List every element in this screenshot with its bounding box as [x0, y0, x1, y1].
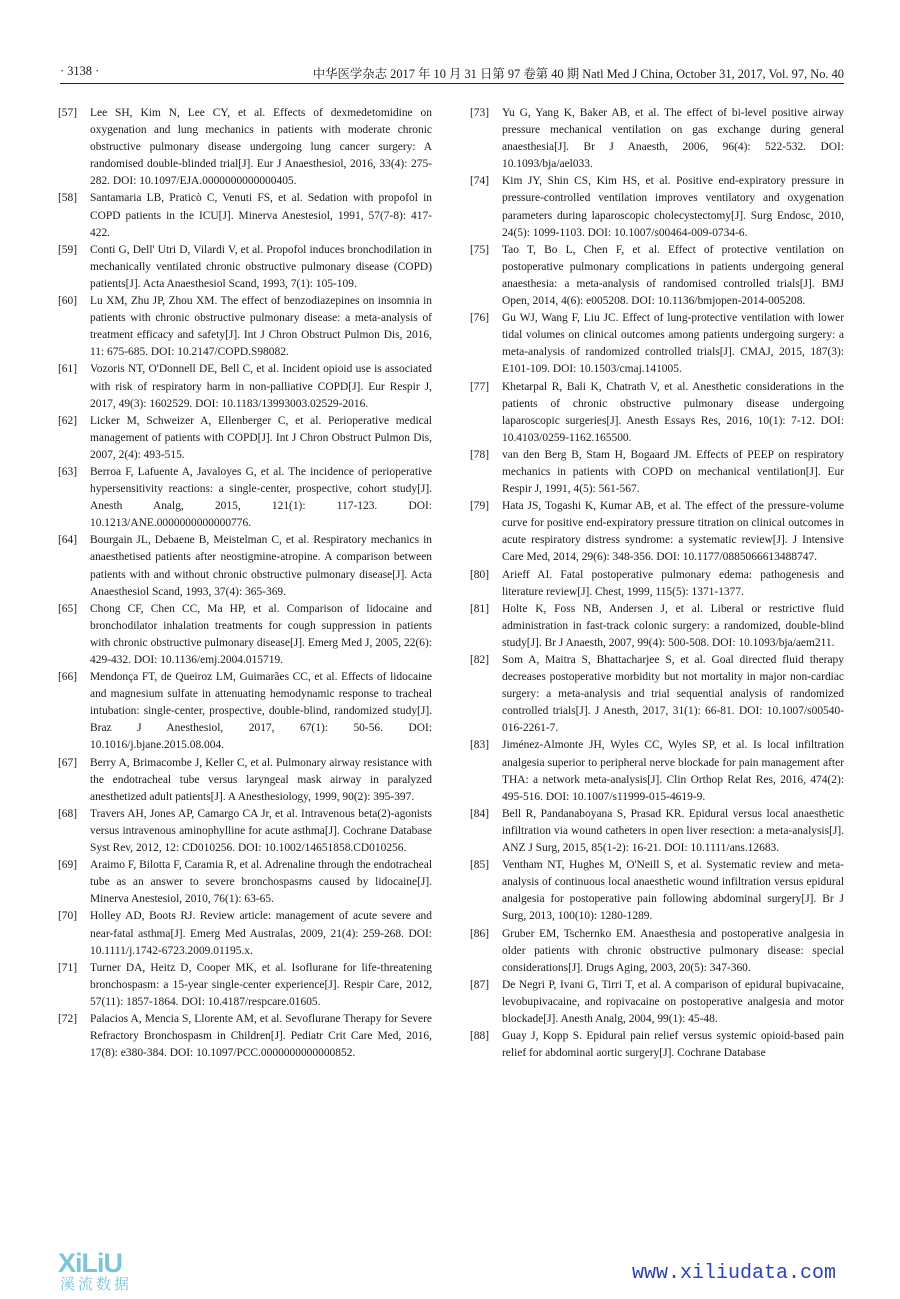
reference-number: [72]: [58, 1012, 78, 1025]
reference-number: [77]: [470, 380, 490, 393]
reference-text: Ventham NT, Hughes M, O'Neill S, et al. Systematic review and meta-analysis of continuous local anaesthetic wound infiltration versus epidural analgesia for postoperative pain following abdominal surgery[J]. Br J Surg, 2013, 100(10): 1280-1289.: [502, 859, 844, 923]
reference-text: Mendonça FT, de Queiroz LM, Guimarães CC, et al. Effects of lidocaine and magnesium sulfate in attenuating hemodynamic response to tracheal intubation: single-center, prospective, double-blind, randomized study[J]. Braz J Anesthesiol, 2017, 67(1): 50-56. DOI: 10.1016/j.bjane.2015.08.004.: [90, 671, 432, 752]
xiliu-logo: [58, 1248, 150, 1293]
reference-number: [68]: [58, 807, 78, 820]
reference-text: Berroa F, Lafuente A, Javaloyes G, et al. The incidence of perioperative hypersensitivity reactions: a single-center, prospective, cohort study[J]. Anesth Analg, 2015, 121(1): 117-123. DOI: 10.1213/ANE.0000000000000776.: [90, 465, 432, 530]
reference-text: Tao T, Bo L, Chen F, et al. Effect of protective ventilation on postoperative pulmonary complications in patients undergoing general anaesthesia: a meta-analysis of randomised controlled trials[J]. BMJ Open, 2014, 4(6): e005208. DOI: 10.1136/bmjopen-2014-005208.: [502, 243, 844, 308]
reference-text: Holley AD, Boots RJ. Review article: management of acute severe and near-fatal asthma[J]. Emerg Med Australas, 2009, 21(4): 259-268. DOI: 10.1111/j.1742-6723.2009.01195.x.: [90, 910, 432, 957]
reference-text: Som A, Maitra S, Bhattacharjee S, et al. Goal directed fluid therapy decreases postoperative morbidity but not mortality in major non-cardiac surgery: a meta-analysis and trial sequential analysis of randomized controlled trials[J]. J Anesth, 2017, 31(1): 66-81. DOI: 10.1007/s00540-016-2261-7.: [502, 654, 844, 735]
reference-entry: [470, 926, 844, 977]
reference-entry: [470, 379, 844, 447]
reference-number: [86]: [470, 927, 490, 940]
reference-text: Yu G, Yang K, Baker AB, et al. The effect of bi-level positive airway pressure mechanical ventilation on gas exchange during general anaesthesia[J]. Br J Anaesth, 2006, 96(4): 522-532. DOI: 10.1093/bja/ael033.: [502, 107, 844, 171]
journal-citation-line: 中华医学杂志 2017 年 10 月 31 日第 97 卷第 40 期 Natl Med J China, October 31, 2017, Vol. 97, No. 40: [312, 67, 844, 81]
reference-entry: [470, 601, 844, 652]
reference-number: [61]: [58, 363, 78, 376]
page-header: [60, 64, 844, 84]
logo-wordmark: XiLiU: [58, 1248, 123, 1278]
reference-number: [76]: [470, 312, 490, 325]
reference-number: [85]: [470, 859, 490, 872]
reference-entry: [470, 498, 844, 566]
logo-chinese-name: 溪流数据: [60, 1276, 133, 1293]
reference-number: [58]: [58, 192, 78, 205]
reference-text: Travers AH, Jones AP, Camargo CA Jr, et al. Intravenous beta(2)-agonists versus intravenous aminophylline for acute asthma[J]. Cochrane Database Syst Rev, 2012, 12: CD010256. DOI: 10.1002/14651858.CD010256.: [90, 807, 432, 855]
references-right-column: [470, 105, 844, 1062]
reference-number: [67]: [58, 756, 78, 769]
reference-number: [57]: [58, 107, 78, 119]
header-rule: [60, 83, 844, 84]
reference-number: [62]: [58, 414, 78, 427]
reference-text: Araimo F, Bilotta F, Caramia R, et al. Adrenaline through the endotracheal tube as an answer to severe bronchospasms caused by lidocaine[J]. Minerva Anestesiol, 2010, 76(1): 63-65.: [90, 859, 432, 906]
reference-entry: [470, 1028, 844, 1062]
reference-text: De Negri P, Ivani G, Tirri T, et al. A comparison of epidural bupivacaine, levobupivacaine, and ropivacaine on postoperative analgesia and motor blockade[J]. Anesth Analg, 2004, 99(1): 45-48.: [502, 978, 844, 1025]
reference-entry: [58, 413, 432, 464]
reference-number: [66]: [58, 671, 78, 684]
reference-number: [63]: [58, 465, 78, 478]
reference-text: Licker M, Schweizer A, Ellenberger C, et al. Perioperative medical management of patients with COPD[J]. Int J Chron Obstruct Pulmon Dis, 2007, 2(4): 493-515.: [90, 414, 432, 461]
reference-entry: [58, 464, 432, 532]
reference-text: Gruber EM, Tschernko EM. Anaesthesia and postoperative analgesia in older patients with chronic obstructive pulmonary disease: special considerations[J]. Drugs Aging, 2003, 20(5): 347-360.: [502, 927, 844, 974]
reference-entry: [470, 310, 844, 378]
reference-number: [74]: [470, 175, 490, 188]
reference-text: Bourgain JL, Debaene B, Meistelman C, et al. Respiratory mechanics in anaesthetised patients after neostigmine-atropine. A comparison between patients with and without chronic obstructive pulmonary disease[J]. Acta Anaesthesiol Scand, 1993, 37(4): 365-369.: [90, 534, 432, 598]
reference-text: Berry A, Brimacombe J, Keller C, et al. Pulmonary airway resistance with the endotracheal tube versus laryngeal mask airway in paralyzed anesthetized adult patients[J]. A Anesthesiology, 1999, 90(2): 395-397.: [90, 756, 432, 803]
reference-text: Jiménez-Almonte JH, Wyles CC, Wyles SP, et al. Is local infiltration analgesia superior to peripheral nerve blockade for pain management after THA: a network meta-analysis[J]. Clin Orthop Relat Res, 2016, 474(2): 495-516. DOI: 10.1007/s11999-015-4619-9.: [502, 739, 844, 803]
reference-entry: [470, 737, 844, 805]
reference-entry: [470, 242, 844, 310]
reference-number: [64]: [58, 534, 78, 547]
reference-number: [59]: [58, 243, 78, 256]
reference-entry: [470, 173, 844, 241]
reference-entry: [58, 532, 432, 600]
reference-text: Turner DA, Heitz D, Cooper MK, et al. Isoflurane for life-threatening bronchospasm: a 15-year single-center experience[J]. Respir Care, 2012, 57(11): 1857-1864. DOI: 10.4187/respcare.01605.: [90, 961, 432, 1008]
reference-entry: [58, 1011, 432, 1062]
reference-entry: [58, 755, 432, 806]
reference-number: [75]: [470, 243, 490, 256]
reference-entry: [58, 105, 432, 190]
reference-entry: [470, 652, 844, 737]
reference-entry: [58, 242, 432, 293]
reference-number: [80]: [470, 568, 490, 581]
reference-entry: [470, 806, 844, 857]
reference-text: Palacios A, Mencia S, Llorente AM, et al. Sevoflurane Therapy for Severe Refractory Bronchospasm in Children[J]. Pediatr Crit Care Med, 2016, 17(8): e380-384. DOI: 10.1097/PCC.0000000000000852.: [90, 1012, 432, 1060]
reference-text: Lee SH, Kim N, Lee CY, et al. Effects of dexmedetomidine on oxygenation and lung mechanics in patients with moderate chronic obstructive pulmonary disease undergoing lung cancer surgery: A randomised double-blinded trial[J]. Eur J Anaesthesiol, 2016, 33(4): 275-282. DOI: 10.1097/EJA.0000000000000405.: [90, 107, 432, 188]
reference-text: van den Berg B, Stam H, Bogaard JM. Effects of PEEP on respiratory mechanics in patients with COPD on mechanical ventilation[J]. Eur Respir J, 1991, 4(5): 561-567.: [502, 448, 844, 496]
reference-text: Vozoris NT, O'Donnell DE, Bell C, et al. Incident opioid use is associated with risk of respiratory harm in non-palliative COPD[J]. Eur Respir J, 2017, 49(3): 1602529. DOI: 10.1183/13993003.02529-2016.: [90, 363, 432, 410]
reference-text: Kim JY, Shin CS, Kim HS, et al. Positive end-expiratory pressure in pressure-controlled ventilation improves ventilatory and oxygenation parameters during laparoscopic cholecystectomy[J]. Surg Endosc, 2010, 24(5): 1099-1103. DOI: 10.1007/s00464-009-0734-6.: [502, 175, 844, 239]
reference-entry: [58, 806, 432, 857]
reference-text: Conti G, Dell' Utri D, Vilardi V, et al. Propofol induces bronchodilation in mechanically ventilated chronic obstructive pulmonary disease (COPD) patients[J]. Acta Anaesthesiol Scand, 1993, 7(1): 105-109.: [90, 243, 432, 290]
reference-number: [73]: [470, 107, 490, 119]
references-left-column: [58, 105, 432, 1062]
reference-number: [81]: [470, 602, 490, 615]
reference-text: Holte K, Foss NB, Andersen J, et al. Liberal or restrictive fluid administration in fast-track colonic surgery: a randomized, double-blind study[J]. Br J Anaesth, 2007, 99(4): 500-508. DOI: 10.1093/bja/aem211.: [502, 602, 844, 649]
reference-number: [87]: [470, 978, 490, 991]
reference-number: [78]: [470, 448, 490, 461]
reference-entry: [58, 190, 432, 241]
reference-number: [70]: [58, 910, 78, 923]
reference-entry: [58, 601, 432, 669]
reference-entry: [58, 669, 432, 754]
page-number: · 3138 ·: [60, 64, 100, 78]
reference-number: [69]: [58, 859, 78, 872]
reference-text: Gu WJ, Wang F, Liu JC. Effect of lung-protective ventilation with lower tidal volumes on clinical outcomes among patients undergoing surgery: a meta-analysis of randomized controlled trials[J]. CMAJ, 2015, 187(3): E101-109. DOI: 10.1503/cmaj.141005.: [502, 312, 844, 376]
reference-text: Arieff AI. Fatal postoperative pulmonary edema: pathogenesis and literature review[J]. Chest, 1999, 115(5): 1371-1377.: [502, 568, 844, 598]
reference-entry: [58, 857, 432, 908]
reference-entry: [470, 105, 844, 173]
reference-entry: [470, 857, 844, 925]
reference-text: Guay J, Kopp S. Epidural pain relief versus systemic opioid-based pain relief for abdominal aortic surgery[J]. Cochrane Database: [502, 1030, 844, 1060]
reference-text: Khetarpal R, Bali K, Chatrath V, et al. Anesthetic considerations in the patients of chronic obstructive pulmonary disease undergoing laparoscopic surgeries[J]. Anesth Essays Res, 2016, 10(1): 7-12. DOI: 10.4103/0259-1162.165500.: [502, 380, 844, 444]
reference-entry: [58, 361, 432, 412]
reference-number: [79]: [470, 500, 490, 513]
reference-number: [82]: [470, 654, 490, 666]
reference-number: [83]: [470, 739, 490, 752]
reference-number: [71]: [58, 961, 78, 974]
reference-text: Chong CF, Chen CC, Ma HP, et al. Comparison of lidocaine and bronchodilator inhalation treatments for cough suppression in patients with chronic obstructive pulmonary disease[J]. Emerg Med J, 2005, 22(6): 429-432. DOI: 10.1136/emj.2004.015719.: [90, 602, 432, 666]
reference-number: [88]: [470, 1030, 490, 1043]
reference-text: Santamaria LB, Praticò C, Venuti FS, et al. Sedation with propofol in COPD patients in the ICU[J]. Minerva Anestesiol, 1991, 57(7-8): 417-422.: [90, 192, 432, 239]
reference-text: Bell R, Pandanaboyana S, Prasad KR. Epidural versus local anaesthetic infiltration via wound catheters in open liver resection: a meta-analysis[J]. ANZ J Surg, 2015, 85(1-2): 16-21. DOI: 10.1111/ans.12683.: [502, 807, 844, 855]
reference-number: [60]: [58, 295, 78, 308]
reference-number: [65]: [58, 602, 78, 615]
reference-text: Lu XM, Zhu JP, Zhou XM. The effect of benzodiazepines on insomnia in patients with chronic obstructive pulmonary disease: a meta-analysis of treatment efficacy and safety[J]. Int J Chron Obstruct Pulmon Dis, 2016, 11: 675-685. DOI: 10.2147/COPD.S98082.: [90, 295, 432, 359]
reference-number: [84]: [470, 807, 490, 820]
reference-entry: [58, 960, 432, 1011]
reference-entry: [58, 908, 432, 959]
reference-entry: [470, 977, 844, 1028]
reference-text: Hata JS, Togashi K, Kumar AB, et al. The effect of the pressure-volume curve for positive end-expiratory pressure titration on clinical outcomes in acute respiratory distress syndrome: a systematic review[J]. J Intensive Care Med, 2014, 29(6): 348-356. DOI: 10.1177/0885066613488747.: [502, 500, 844, 564]
website-link[interactable]: www.xiliudata.com: [631, 1262, 836, 1285]
reference-entry: [470, 447, 844, 498]
reference-entry: [58, 293, 432, 361]
reference-entry: [470, 567, 844, 601]
